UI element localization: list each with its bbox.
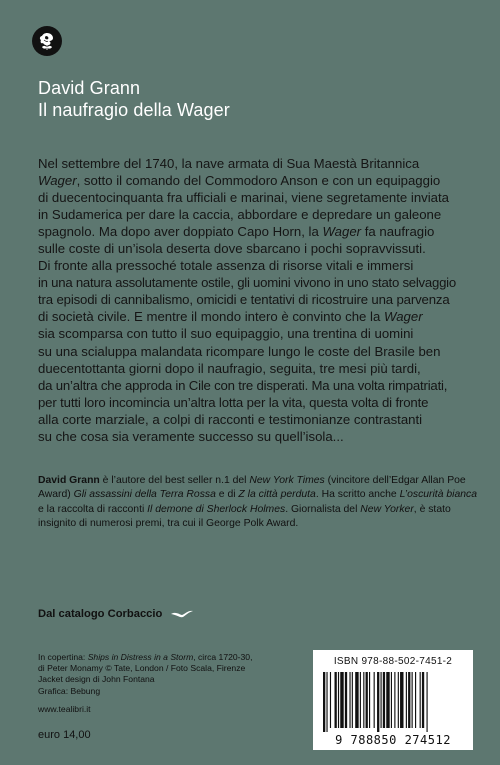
barcode-stripe <box>412 672 413 728</box>
barcode-stripe <box>366 672 368 728</box>
barcode-stripe <box>420 672 421 728</box>
barcode-stripe <box>340 672 343 728</box>
catalog-heading <box>38 608 194 620</box>
barcode-stripe <box>394 672 395 728</box>
title-block <box>38 77 230 121</box>
blurb-line: di duecentocinquanta fra ufficiali e marinai, viene segretamente inviata <box>38 190 450 206</box>
blurb-line: su che cosa sia veramente successo su quell’isola... <box>38 428 344 444</box>
blurb-line: in Sudamerica per dare la caccia, abbordare e depredare un galeone <box>38 207 442 223</box>
barcode-stripe <box>355 672 358 728</box>
book-blurb <box>38 155 478 445</box>
bio-author-name: David Grann <box>38 475 100 486</box>
barcode-stripe <box>381 672 382 728</box>
blurb-line: Nel settembre del 1740, la nave armata di Sua Maestà Britannica <box>38 156 420 171</box>
publisher-rose-logo-icon <box>32 26 62 56</box>
barcode-stripe <box>360 672 361 728</box>
barcode-stripe <box>377 672 379 732</box>
blurb-line: tra episodi di cannibalismo, omicidi e tentativi di ricostruire una parvenza <box>38 292 450 308</box>
barcode-stripe <box>326 672 327 732</box>
blurb-line: sia scomparsa con tutto il suo equipaggio, una trentina di uomini <box>38 326 414 342</box>
barcode-stripe <box>408 672 410 728</box>
barcode-stripe <box>422 672 424 728</box>
blurb-line: in una natura assolutamente ostile, gli uomini vivono in uno stato selvaggio <box>38 275 456 291</box>
barcode-stripe <box>398 672 399 728</box>
bird-icon <box>170 609 194 619</box>
barcode-stripe <box>330 672 331 728</box>
barcode-stripe <box>369 672 370 728</box>
barcode-stripe <box>323 672 325 732</box>
barcode-stripe <box>338 672 339 728</box>
blurb-line: Di fronte alla pressoché totale assenza di risorse vitali e immersi <box>38 258 414 274</box>
barcode-stripe <box>391 672 392 728</box>
barcode-stripe <box>335 672 337 728</box>
blurb-line: sulle coste di un’isola deserta dove sbarcano i pochi sopravvissuti. <box>38 241 426 257</box>
barcode-stripe <box>415 672 416 728</box>
barcode-stripe <box>352 672 353 728</box>
isbn-label: ISBN 978-88-502-7451-2 <box>333 656 453 667</box>
blurb-line: da un’altra che approda in Cile con tre disperati. Ma una volta rimpatriati, <box>38 377 448 393</box>
book-title: Il naufragio della Wager <box>38 100 230 120</box>
barcode-stripe <box>386 672 389 728</box>
barcode-number: 9 788850 274512 <box>335 733 451 747</box>
barcode-stripe <box>383 672 385 728</box>
blurb-line: spagnolo. Ma dopo aver doppiato Capo Horn, la Wager fa naufragio <box>38 224 435 240</box>
blurb-line: duecentottanta giorni dopo il naufragio, seguita, tre mesi più tardi, <box>38 360 421 376</box>
barcode-stripe <box>363 672 364 728</box>
barcode-stripe <box>345 672 347 728</box>
barcode-stripe <box>406 672 407 728</box>
blurb-line: di società civile. E mentre il mondo intero è convinto che la Wager <box>38 309 423 325</box>
catalog-label: Dal catalogo Corbaccio <box>38 608 163 620</box>
barcode-stripe <box>374 672 375 728</box>
price: euro 14,00 <box>38 729 91 741</box>
author-name: David Grann <box>38 78 141 98</box>
blurb-line: Wager, sotto il comando del Commodoro Anson e con un equipaggio <box>38 173 441 189</box>
barcode-stripe <box>349 672 350 728</box>
barcode-stripe <box>400 672 403 728</box>
cover-credits: In copertina: Ships in Distress in a Storm, circa 1720-30, di Peter Monamy © Tate, London / Foto Scala, Firenze Jacket design di John Fontana Grafica: Bebung <box>38 652 253 696</box>
barcode-stripe <box>427 672 428 732</box>
blurb-line: alla corte marziale, a colpi di racconti e testimonianze contrastanti <box>38 411 423 427</box>
blurb-line: su una scialuppa malandata ricompare lungo le coste del Brasile ben <box>38 343 441 359</box>
author-bio: David Grann è l’autore del best seller n.1 del New York Times (vincitore dell’Edgar Allan Poe Award) Gli assassini della Terra Rossa e di Z la città perduta. Ha scritto anche L’oscurità bianca e la raccolta di racconti Il demone di Sherlock Holmes. Giornalista del New Yorker, è stato insignito di numerosi premi, tra cui il George Polk Award. <box>38 475 477 530</box>
publisher-website: www.tealibri.it <box>38 704 91 714</box>
barcode <box>313 650 473 750</box>
blurb-line: per tutti loro incomincia un’altra lotta per la vita, questa volta di fronte <box>38 394 429 410</box>
barcode-bars <box>323 672 463 732</box>
